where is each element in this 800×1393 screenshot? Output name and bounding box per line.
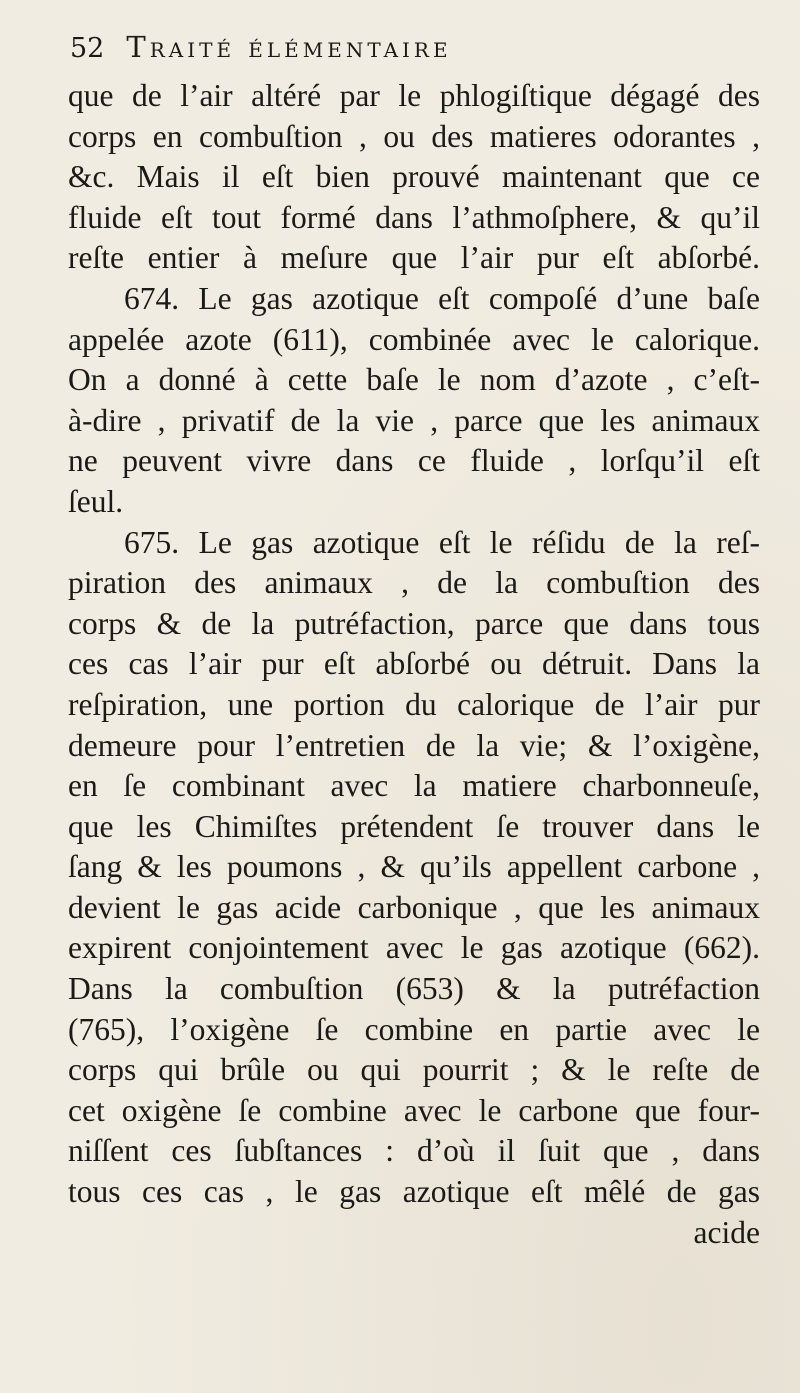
text-line: &c. Mais il eſt bien prouvé maintenant que ce bbox=[68, 159, 760, 195]
paragraph-675-start: 675. Le gas azotique eſt le réſidu de la reſ- bbox=[124, 524, 760, 560]
text-line: demeure pour l’entretien de la vie; & l’oxigène, bbox=[68, 727, 760, 763]
text-line: que les Chimiſtes prétendent ſe trouver dans le bbox=[68, 808, 760, 844]
page-header bbox=[70, 30, 766, 76]
text-line: ſang & les poumons , & qu’ils appellent carbone , bbox=[68, 849, 760, 885]
running-title: Traité élémentaire bbox=[126, 30, 452, 64]
text-line: expirent conjointement avec le gas azotique (662). bbox=[68, 930, 760, 966]
text-line: On a donné à cette baſe le nom d’azote , c’eſt- bbox=[68, 362, 760, 398]
text-line: ces cas l’air pur eſt abſorbé ou détruit. Dans la bbox=[68, 646, 760, 682]
text-line: piration des animaux , de la combuſtion des bbox=[68, 565, 760, 601]
paragraph-674-start: 674. Le gas azotique eſt compoſé d’une baſe bbox=[124, 280, 760, 316]
text-line: reſpiration, une portion du calorique de l’air pur bbox=[68, 686, 760, 722]
text-line: fluide eſt tout formé dans l’athmoſphere, & qu’il bbox=[68, 199, 760, 235]
text-line: ne peuvent vivre dans ce fluide , lorſqu’il eſt bbox=[68, 443, 760, 479]
text-line: à-dire , privatif de la vie , parce que les animaux bbox=[68, 402, 760, 438]
text-line: (765), l’oxigène ſe combine en partie avec le bbox=[68, 1011, 760, 1047]
text-line: devient le gas acide carbonique , que les animaux bbox=[68, 889, 760, 925]
text-line: en ſe combinant avec la matiere charbonneuſe, bbox=[68, 768, 760, 804]
text-line: corps qui brûle ou qui pourrit ; & le reſte de bbox=[68, 1052, 760, 1088]
text-line: corps en combuſtion , ou des matieres odorantes , bbox=[68, 118, 760, 154]
text-line: cet oxigène ſe combine avec le carbone que four- bbox=[68, 1092, 760, 1128]
text-line: corps & de la putréfaction, parce que dans tous bbox=[68, 605, 760, 641]
text-line: appelée azote (611), combinée avec le calorique. bbox=[68, 321, 760, 357]
text-line: ſeul. bbox=[68, 483, 124, 519]
text-line: tous ces cas , le gas azotique eſt mêlé de gas bbox=[68, 1174, 760, 1210]
catchword: acide bbox=[693, 1214, 760, 1250]
page-number: 52 bbox=[70, 33, 105, 64]
text-line: niſſent ces ſubſtances : d’où il ſuit que , dans bbox=[68, 1133, 760, 1169]
text-line: que de l’air altéré par le phlogiſtique dégagé des bbox=[68, 78, 760, 113]
text-line: Dans la combuſtion (653) & la putréfaction bbox=[68, 971, 760, 1007]
text-line: reſte entier à meſure que l’air pur eſt abſorbé. bbox=[68, 240, 760, 276]
body-text bbox=[54, 76, 766, 1213]
